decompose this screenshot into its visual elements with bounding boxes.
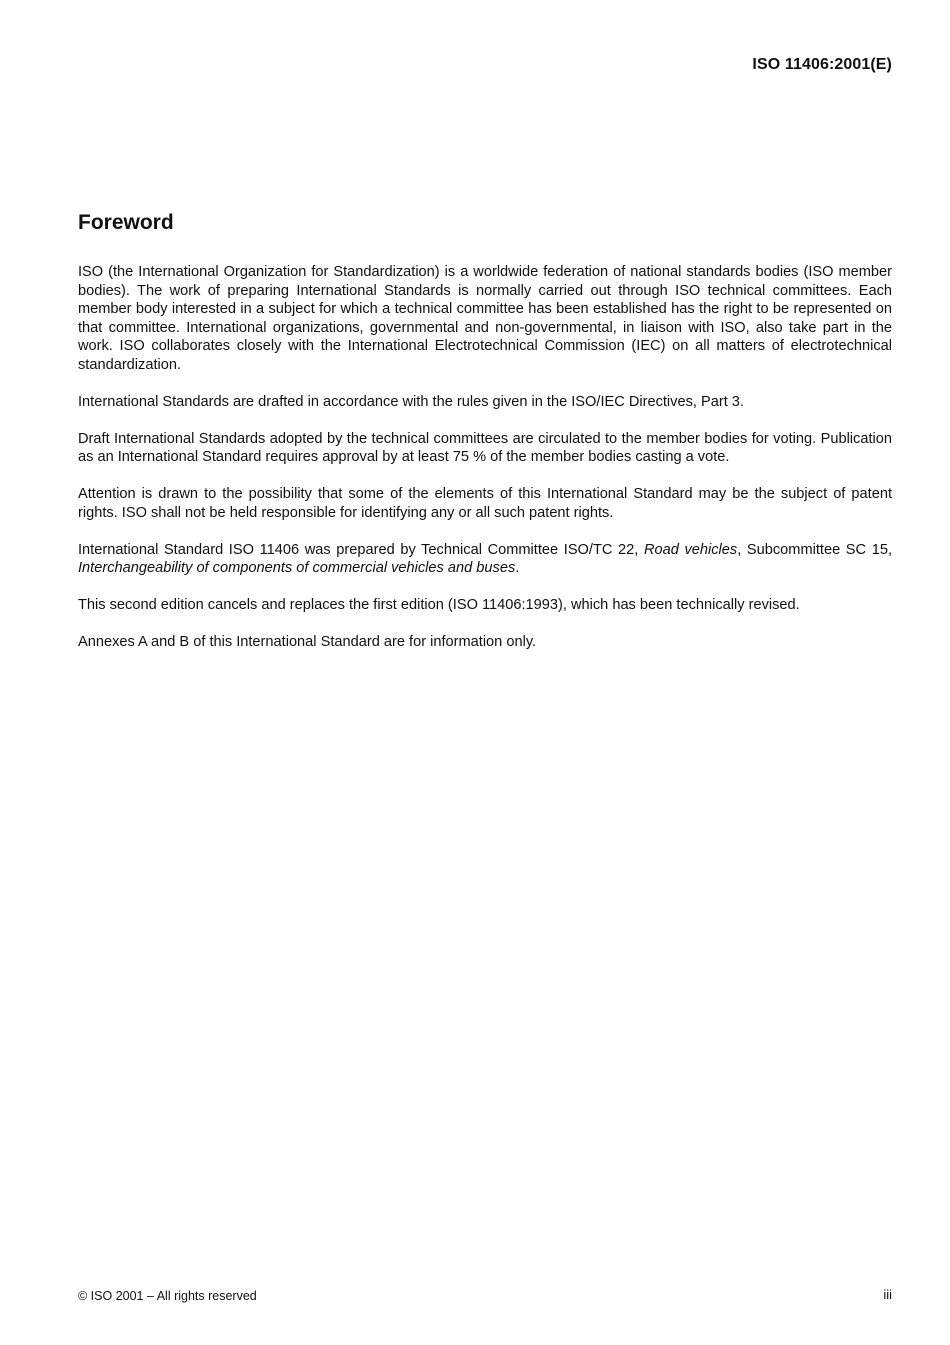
page-title: Foreword [78,211,174,234]
paragraph-approval: Draft International Standards adopted by the technical committees are circulated to the member bodies for voting. Publication as an International Standard requires approval by at least 75 % of the member bodies casting a vote. [78,430,892,465]
paragraph-iso-description: ISO (the International Organization for Standardization) is a worldwide federation of national standards bodies (ISO member bodies). The work of preparing International Standards is normally carried out through ISO technical committees. Each member body interested in a subject for which a technical committee has been established has the right to be represented on that committee. International organizations, governmental and non-governmental, in liaison with ISO, also take part in the work. ISO collaborates closely with the International Electrotechnical Commission (IEC) on all matters of electrotechnical standardization. [78,264,892,373]
committee-text-2: , Subcommittee SC 15, [737,541,893,558]
committee-text-3: . [515,560,520,576]
subcommittee-name: Interchangeability of components of commercial vehicles and buses [78,560,516,576]
paragraph-drafting-rules: International Standards are drafted in accordance with the rules given in the ISO/IEC Directives, Part 3. [78,393,744,410]
committee-name-road-vehicles: Road vehicles [643,541,738,558]
foreword-section [78,208,892,670]
document-identifier: ISO 11406:2001(E) [752,56,892,73]
paragraph-annexes: Annexes A and B of this International Standard are for information only. [78,634,537,650]
paragraph-patent-rights: Attention is drawn to the possibility that some of the elements of this International Standard may be the subject of patent rights. ISO shall not be held responsible for identifying any or all such patent rights. [78,486,892,521]
committee-text-1: International Standard ISO 11406 was prepared by Technical Committee ISO/TC 22, [78,541,644,558]
copyright-notice: © ISO 2001 – All rights reserved [78,1289,257,1303]
paragraph-edition: This second edition cancels and replaces the first edition (ISO 11406:1993), which has been technically revised. [78,597,800,613]
page-number: iii [883,1287,892,1302]
paragraph-committee [78,541,892,578]
